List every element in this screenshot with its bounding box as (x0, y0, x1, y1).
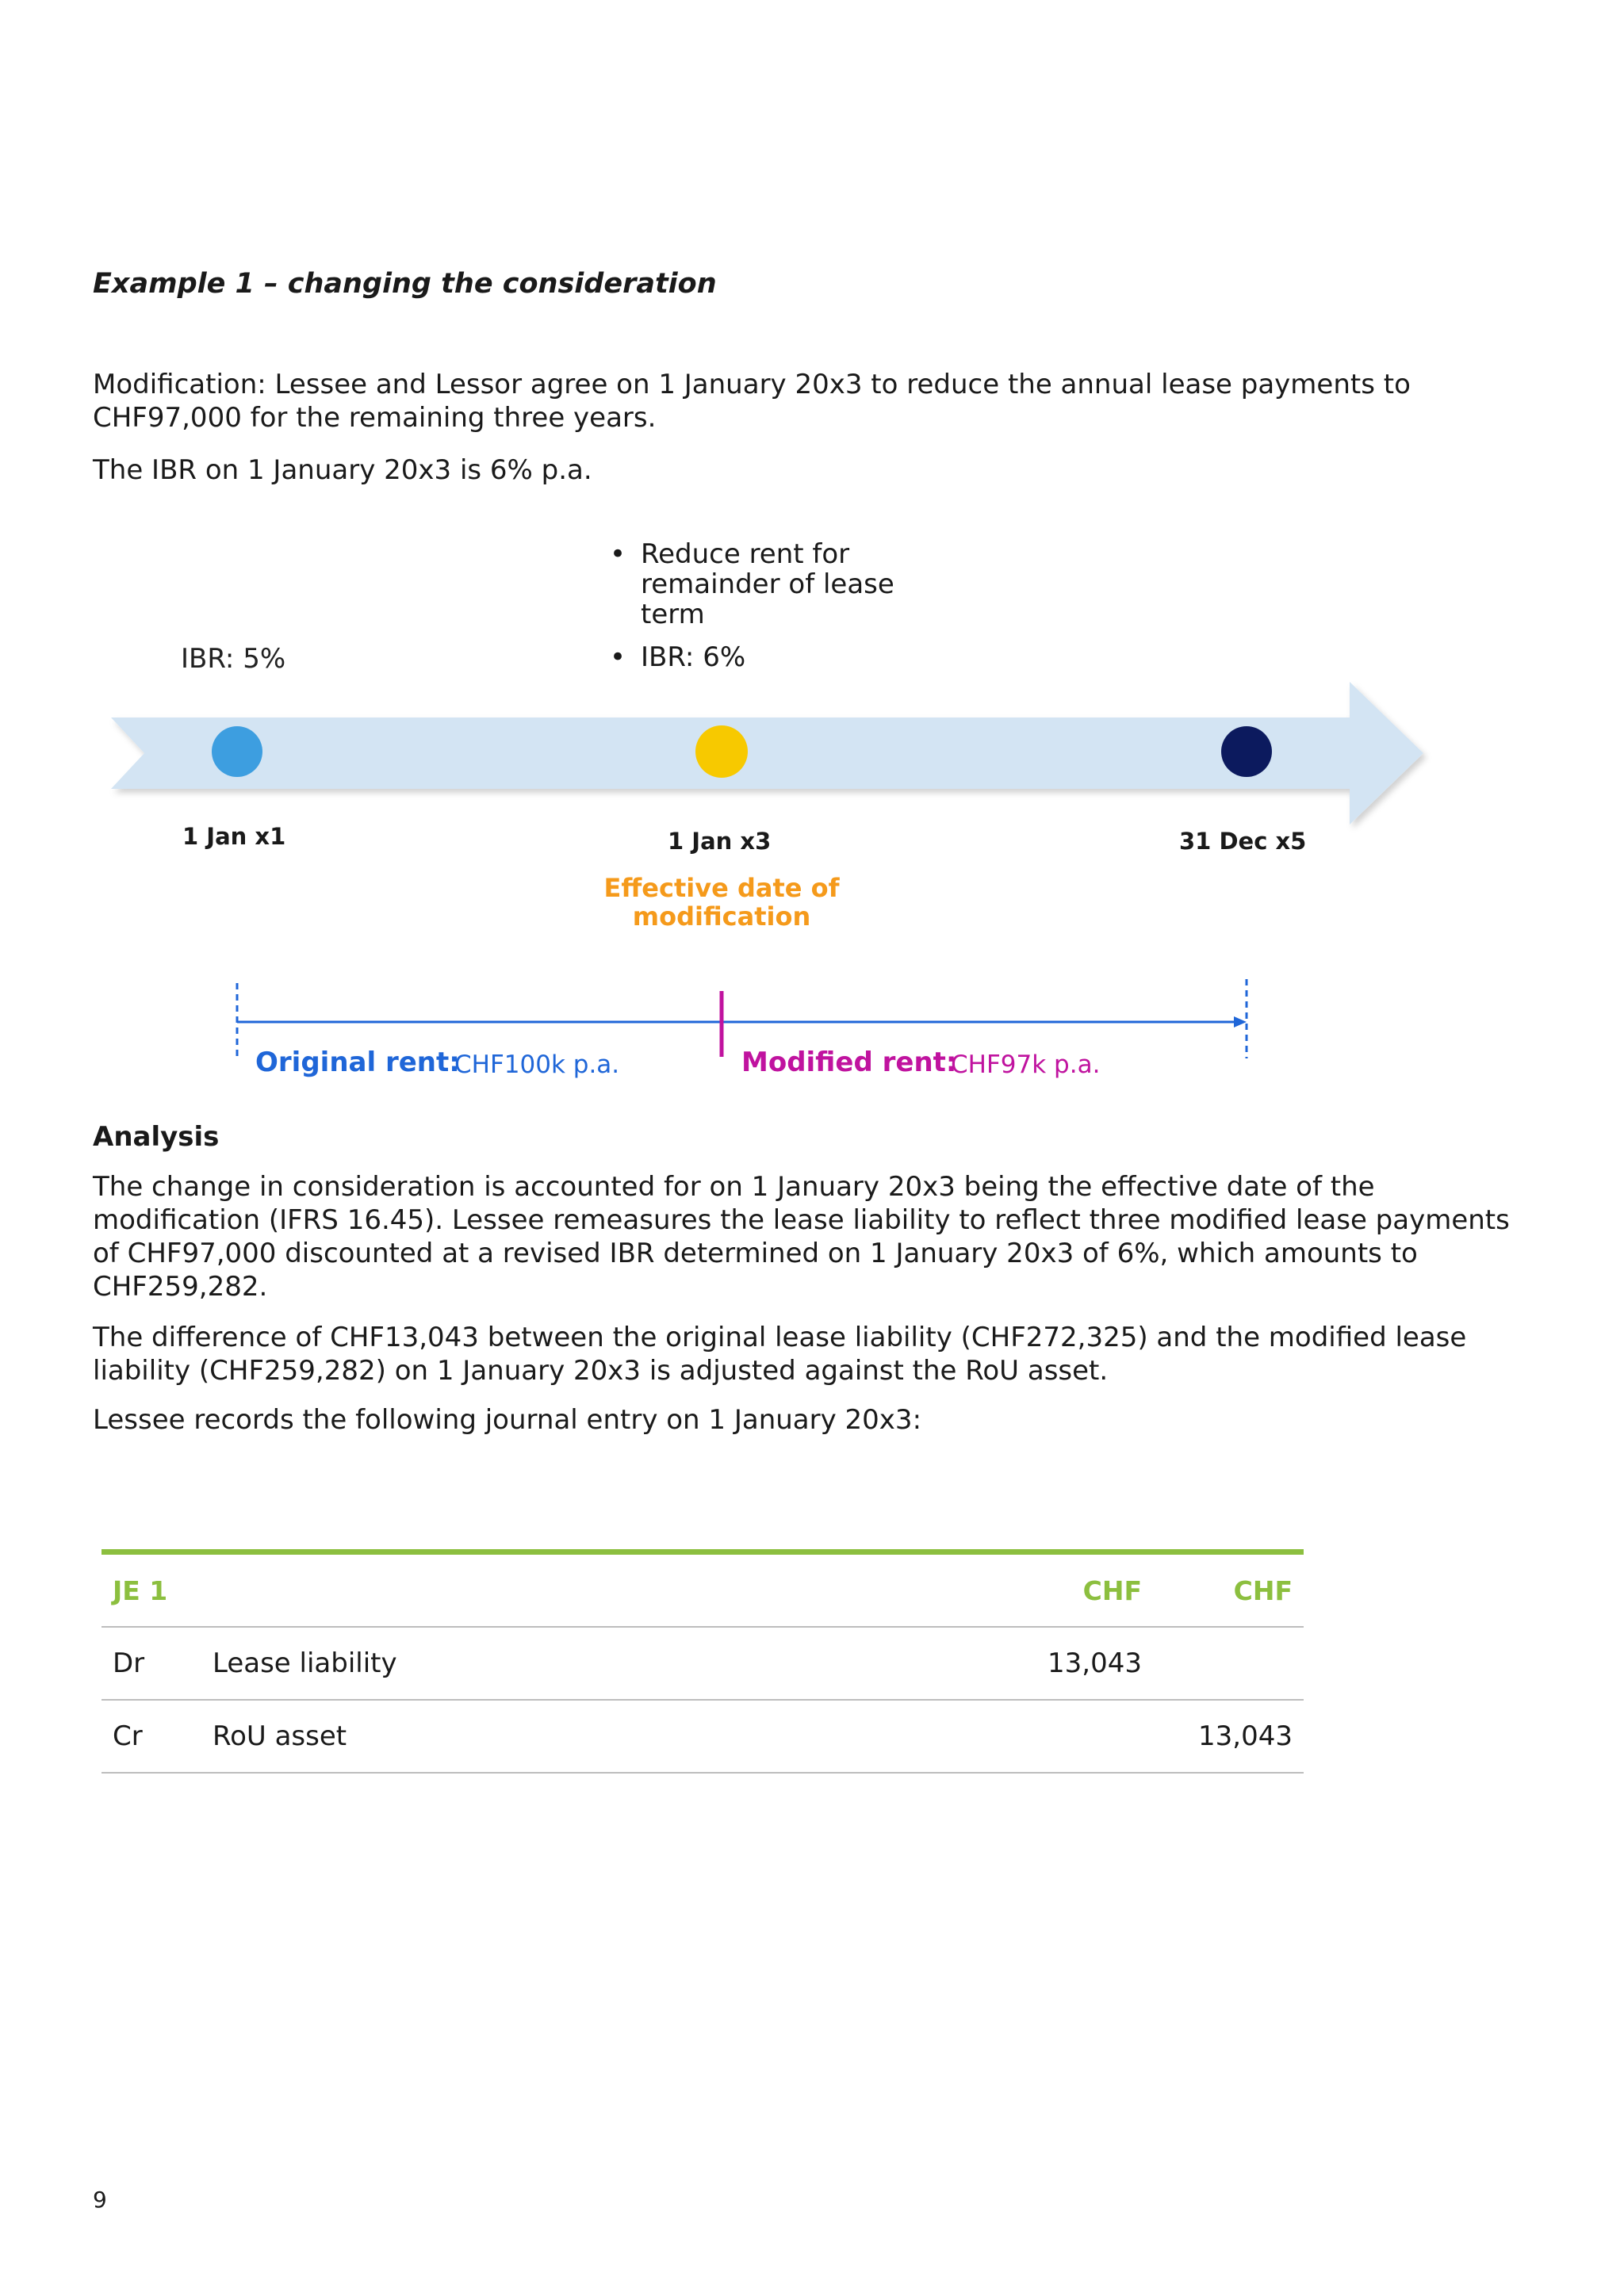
journal-header-account (201, 1552, 994, 1628)
journal-credit-amount (1153, 1627, 1304, 1700)
bullet-text: Reduce rent for remainder of lease term (641, 538, 894, 630)
timeline-dot-mid (695, 725, 748, 778)
modified-rent-value: CHF97k p.a. (951, 1050, 1101, 1079)
journal-debit-amount (994, 1700, 1153, 1773)
journal-dr-cr: Dr (113, 1647, 145, 1679)
journal-row (102, 1700, 1304, 1773)
journal-account: Lease liability (213, 1647, 397, 1679)
bullet-item (607, 642, 910, 672)
modified-rent-label: Modified rent: (741, 1047, 957, 1078)
journal-header-label: JE 1 (113, 1575, 168, 1606)
date-label-end: 31 Dec x5 (1179, 828, 1307, 855)
bullet-dot: • (610, 538, 626, 570)
date-label-mid: 1 Jan x3 (668, 828, 772, 855)
journal-row (102, 1627, 1304, 1700)
timeline-dot-end (1221, 726, 1272, 777)
bullet-item (607, 539, 910, 629)
journal-dr-cr: Cr (113, 1720, 143, 1752)
original-rent-label: Original rent: (255, 1047, 460, 1078)
analysis-paragraph-3: Lessee records the following journal entry on 1 January 20x3: (93, 1404, 922, 1436)
date-label-start: 1 Jan x1 (182, 823, 286, 850)
bullet-text: IBR: 6% (641, 641, 746, 673)
analysis-heading: Analysis (93, 1121, 220, 1153)
ibr-paragraph: The IBR on 1 January 20x3 is 6% p.a. (93, 454, 592, 486)
original-rent-value: CHF100k p.a. (454, 1050, 620, 1079)
journal-entry-table (102, 1549, 1304, 1774)
page-number: 9 (93, 2187, 107, 2213)
analysis-paragraph-2: The difference of CHF13,043 between the original lease liability (CHF272,325) and the modified lease liability (CHF259,282) on 1 January 20x3 is adjusted against the RoU asset. (93, 1322, 1467, 1387)
journal-header-credit: CHF (1233, 1575, 1293, 1606)
journal-debit-amount: 13,043 (1048, 1647, 1142, 1679)
journal-header-row (102, 1552, 1304, 1628)
bullet-dot: • (610, 641, 626, 673)
rent-line-arrowhead (1234, 1016, 1247, 1027)
timeline-dot-start (212, 726, 262, 777)
modification-bullets (607, 539, 910, 672)
journal-credit-amount: 13,043 (1198, 1720, 1293, 1752)
analysis-paragraph-1: The change in consideration is accounted for on 1 January 20x3 being the effective date of the modification (IFRS 16.45). Lessee remeasures the lease liability to reflect three modified lease payments of CHF97,000 discounted at a revised IBR determined on 1 January 20x3 of 6%, which amounts to CHF259,282. (93, 1171, 1510, 1303)
journal-header-debit: CHF (1082, 1575, 1142, 1606)
start-ibr-label: IBR: 5% (181, 643, 286, 675)
effective-date-label: Effective date of modification (603, 873, 840, 932)
example-heading: Example 1 – changing the consideration (93, 268, 717, 300)
journal-account: RoU asset (213, 1720, 347, 1752)
modification-paragraph: Modification: Lessee and Lessor agree on 1 January 20x3 to reduce the annual lease payments to CHF97,000 for the remaining three years. (93, 369, 1411, 434)
